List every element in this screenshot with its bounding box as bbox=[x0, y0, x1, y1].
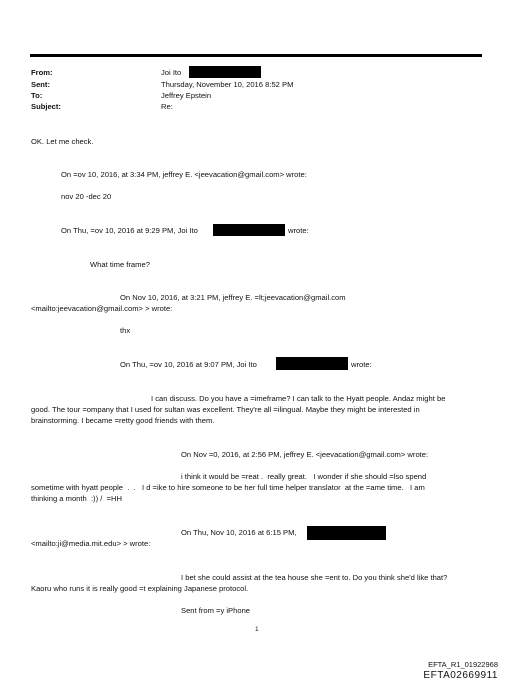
redaction-box bbox=[307, 526, 386, 540]
sent-value: Thursday, November 10, 2016 8:52 PM bbox=[161, 80, 294, 89]
page-number: 1 bbox=[255, 626, 259, 633]
to-label: To: bbox=[31, 91, 43, 100]
quote-header: On Thu, =ov 10, 2016 at 9:29 PM, Joi Ito bbox=[61, 226, 198, 235]
body-line: brainstorming. I became =retty good friends with them. bbox=[31, 416, 215, 425]
body-line: I bet she could assist at the tea house she =ent to. Do you think she'd like that? bbox=[181, 573, 448, 582]
quote-header: On =ov 10, 2016, at 3:34 PM, jeffrey E. <jeevacation@gmail.com> wrote: bbox=[61, 170, 307, 179]
body-line: sometime with hyatt people . . I d =ike to hire someone to be her full time helper translator at the =ame time. I am bbox=[31, 483, 425, 492]
quote-header: On Nov =0, 2016, at 2:56 PM, jeffrey E. <jeevacation@gmail.com> wrote: bbox=[181, 450, 429, 459]
body-line: nov 20 -dec 20 bbox=[61, 192, 112, 201]
redaction-box bbox=[213, 224, 285, 236]
body-line: Sent from =y iPhone bbox=[181, 606, 251, 615]
body-line: i think it would be =reat . really great. I wonder if she should =lso spend bbox=[181, 472, 427, 481]
body-line: good. The tour =ompany that I used for sultan was excellent. They're all =ilingual. Maybe they might be interested in bbox=[31, 405, 420, 414]
quote-header: <mailto:ji@media.mit.edu> > wrote: bbox=[31, 539, 151, 548]
quote-header: On Thu, Nov 10, 2016 at 6:15 PM, bbox=[181, 528, 297, 537]
body-line: thx bbox=[120, 326, 131, 335]
quote-header-tail: wrote: bbox=[288, 226, 309, 235]
body-line: What time frame? bbox=[90, 260, 150, 269]
document-reference: EFTA_R1_01922968 bbox=[428, 660, 498, 669]
from-label: From: bbox=[31, 68, 53, 77]
quote-header: On Thu, =ov 10, 2016 at 9:07 PM, Joi Ito bbox=[120, 360, 257, 369]
document-reference: EFTA02669911 bbox=[423, 670, 498, 681]
subject-label: Subject: bbox=[31, 102, 61, 111]
body-line: I can discuss. Do you have a =imeframe? I can talk to the Hyatt people. Andaz might be bbox=[151, 394, 446, 403]
header-rule bbox=[30, 54, 482, 57]
subject-value: Re: bbox=[161, 102, 173, 111]
quote-header: <mailto:jeevacation@gmail.com> > wrote: bbox=[31, 304, 173, 313]
body-line: Kaoru who runs it is really good =t explaining Japanese protocol. bbox=[31, 584, 249, 593]
to-value: Jeffrey Epstein bbox=[161, 91, 212, 100]
from-value: Joi Ito bbox=[161, 68, 182, 77]
body-line: OK. Let me check. bbox=[31, 137, 94, 146]
quote-header-tail: wrote: bbox=[351, 360, 372, 369]
sent-label: Sent: bbox=[31, 80, 50, 89]
redaction-box bbox=[276, 357, 348, 370]
quote-header: On Nov 10, 2016, at 3:21 PM, jeffrey E. =lt;jeevacation@gmail.com bbox=[120, 293, 346, 302]
body-line: thinking a month :)) / =HH bbox=[31, 494, 122, 503]
redaction-box bbox=[189, 66, 261, 78]
